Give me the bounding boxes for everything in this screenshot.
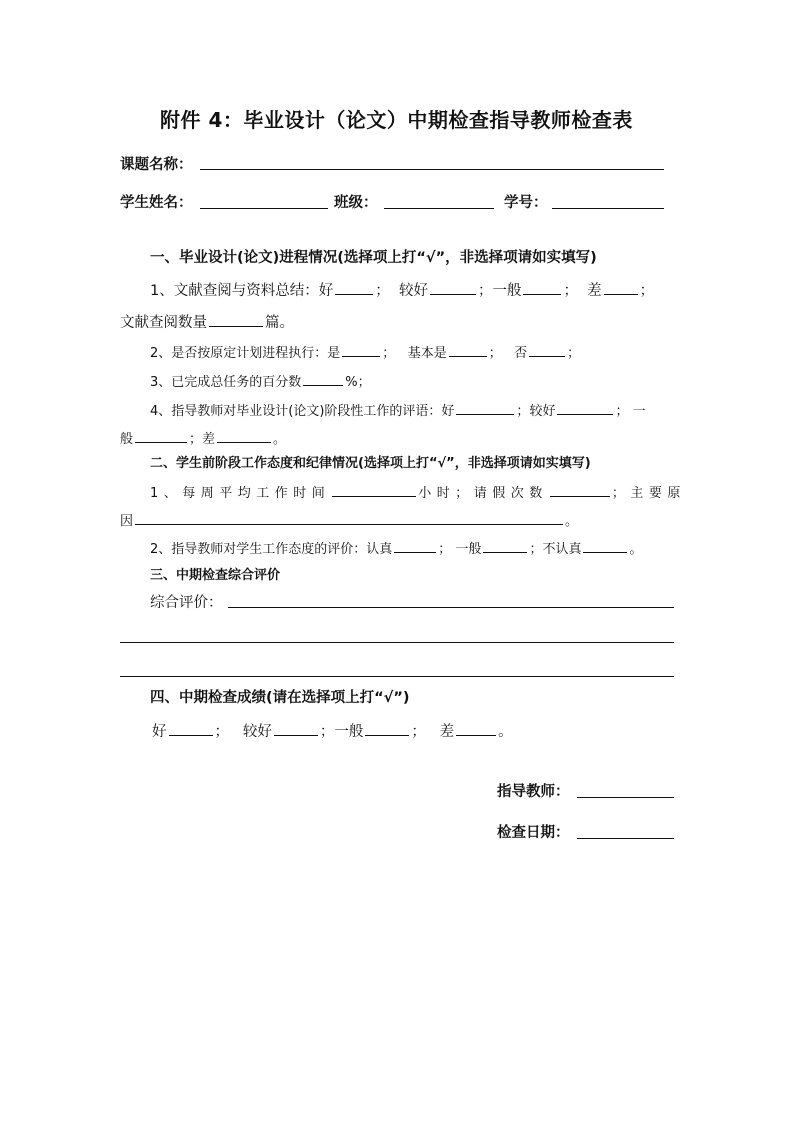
- s1-item1-better-blank[interactable]: [430, 280, 476, 295]
- overall-eval-line-2[interactable]: [120, 642, 674, 643]
- student-name-label: 学生姓名：: [120, 195, 193, 211]
- grade-poor-blank[interactable]: [456, 721, 496, 736]
- grade-line: 好 ； 较好 ；一般 ； 差 。: [152, 721, 513, 742]
- student-id-label: 学号：: [504, 195, 548, 211]
- class-label: 班级：: [334, 195, 378, 211]
- literature-count-blank[interactable]: [209, 312, 263, 327]
- s1-item1-count-line: 文献查阅数量 篇。: [120, 312, 294, 333]
- student-id-field[interactable]: [552, 208, 664, 209]
- s1-item4-poor-blank[interactable]: [217, 428, 271, 443]
- section2-heading: 二、学生前阶段工作态度和纪律情况(选择项上打“√”，非选择项请如实填写): [150, 456, 591, 471]
- s1-item2-basic-blank[interactable]: [449, 342, 487, 357]
- overall-eval-label: 综合评价：: [150, 595, 223, 611]
- teacher-label: 指导教师：: [497, 784, 570, 800]
- leave-reason-blank[interactable]: [135, 510, 563, 525]
- class-field[interactable]: [384, 208, 494, 209]
- attitude-normal-blank[interactable]: [483, 538, 527, 553]
- s1-item1-lead: 1、文献查阅与资料总结：好: [150, 283, 334, 299]
- s1-item2-no-blank[interactable]: [529, 342, 565, 357]
- overall-eval-line-1[interactable]: [228, 607, 674, 608]
- s1-item1-poor-blank[interactable]: [604, 280, 638, 295]
- leave-count-blank[interactable]: [550, 482, 610, 497]
- grade-better-blank[interactable]: [274, 721, 318, 736]
- s1-item4-line: 4、指导教师对毕业设计(论文)阶段性工作的评语：好 ；较好 ； 一: [150, 400, 646, 422]
- date-label: 检查日期：: [497, 825, 570, 841]
- section3-heading: 三、中期检查综合评价: [150, 568, 281, 583]
- page-title: 附件 4：毕业设计（论文）中期检查指导教师检查表: [160, 108, 633, 132]
- s1-item1-good-blank[interactable]: [335, 280, 373, 295]
- section4-heading: 四、中期检查成绩(请在选择项上打“√”): [150, 690, 410, 706]
- s1-item1-fair-blank[interactable]: [523, 280, 561, 295]
- s1-item4-cont-line: 般 ；差 。: [120, 428, 286, 450]
- s1-item4-fair-blank[interactable]: [135, 428, 187, 443]
- s1-item3-line: 3、已完成总任务的百分数 %；: [150, 371, 371, 393]
- s1-item1-line: 1、文献查阅与资料总结：好 ； 较好 ；一般 ； 差 ；: [150, 280, 654, 301]
- s1-item4-good-blank[interactable]: [456, 400, 514, 415]
- section1-heading: 一、毕业设计(论文)进程情况(选择项上打“√”，非选择项请如实填写): [150, 250, 597, 266]
- topic-label: 课题名称：: [120, 157, 193, 173]
- grade-fair-blank[interactable]: [365, 721, 409, 736]
- weekly-hours-blank[interactable]: [332, 482, 416, 497]
- attitude-serious-blank[interactable]: [394, 538, 436, 553]
- grade-good-blank[interactable]: [169, 721, 213, 736]
- progress-percent-blank[interactable]: [303, 371, 343, 386]
- s2-item1-cont-line: 因 。: [120, 510, 578, 532]
- s1-item2-line: 2、是否按原定计划进程执行：是 ； 基本是 ； 否 ；: [150, 342, 580, 364]
- s1-item4-better-blank[interactable]: [557, 400, 613, 415]
- student-name-field[interactable]: [200, 208, 328, 209]
- topic-field[interactable]: [200, 169, 664, 170]
- overall-eval-line-3[interactable]: [120, 676, 674, 677]
- s2-item2-line: 2、指导教师对学生工作态度的评价：认真 ； 一般 ；不认真 。: [150, 538, 643, 560]
- teacher-signature-field[interactable]: [577, 797, 674, 798]
- attitude-not-serious-blank[interactable]: [583, 538, 627, 553]
- s1-item2-yes-blank[interactable]: [342, 342, 380, 357]
- check-date-field[interactable]: [577, 838, 674, 839]
- s2-item1-line: 1、每周平均工作时间 小时；请假次数 ；主要原: [150, 482, 686, 504]
